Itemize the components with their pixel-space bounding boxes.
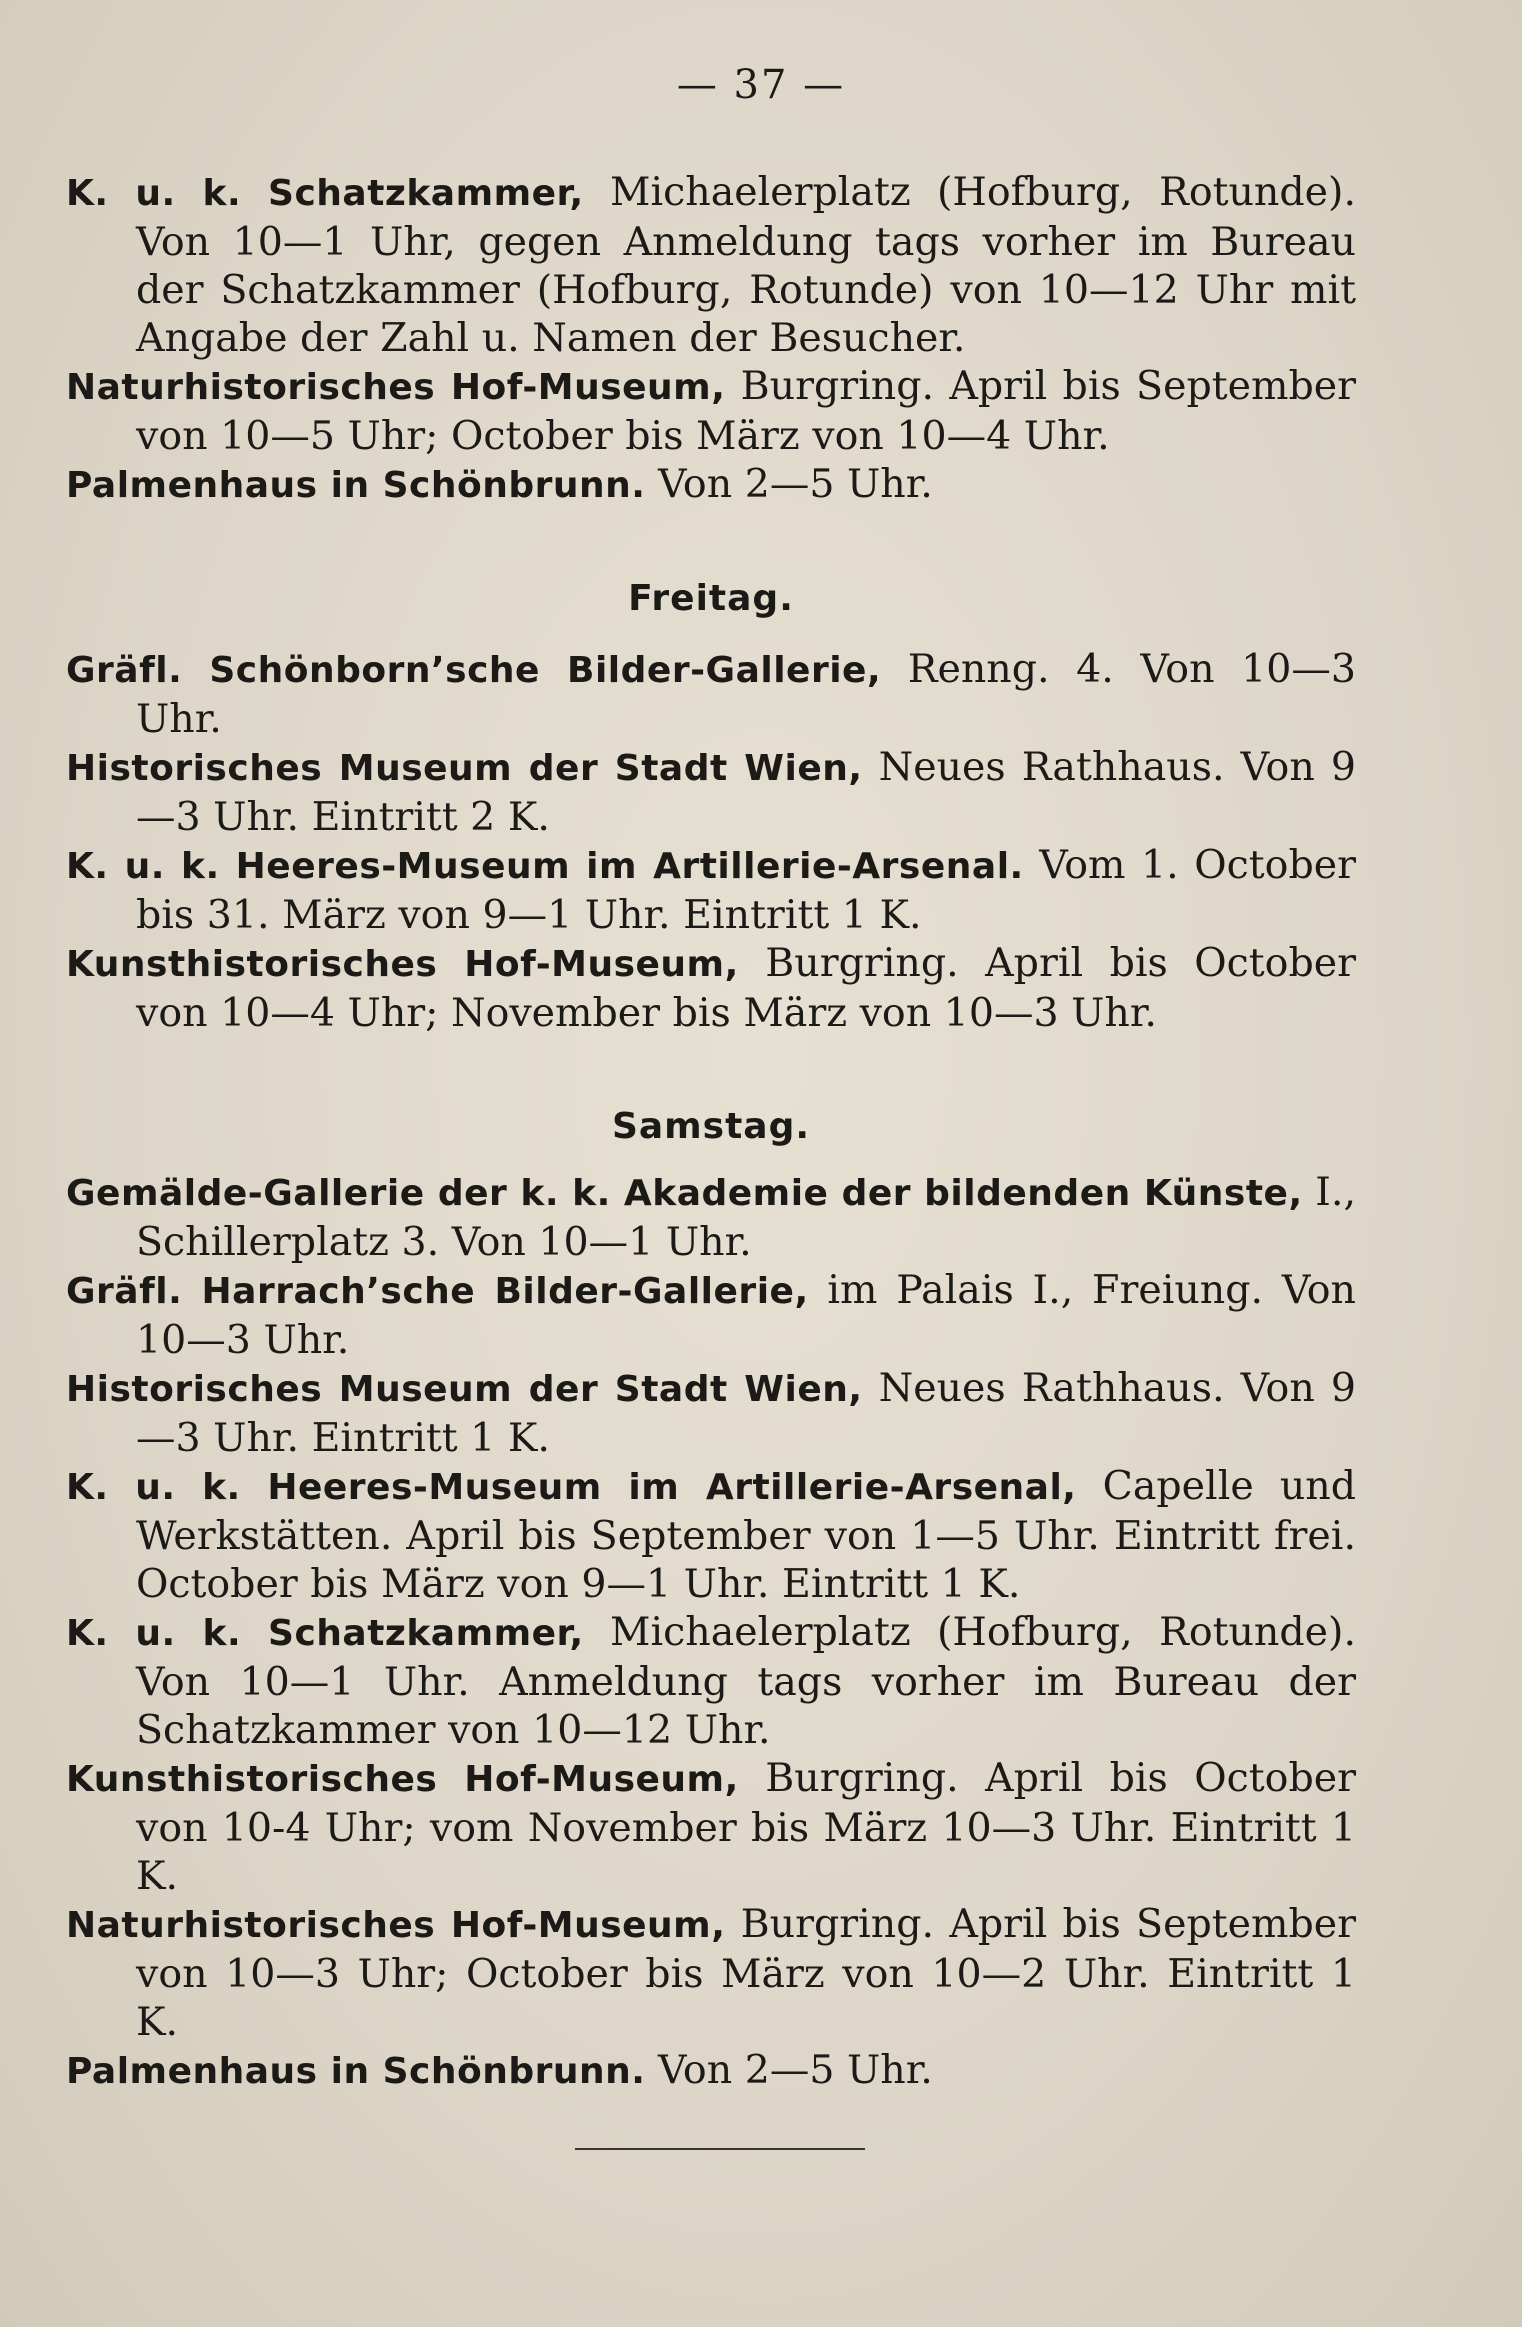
- institution-details: Burgring. April bis September von 10—5 Uhr; October bis März von 10—4 Uhr.: [136, 363, 1356, 459]
- institution-details: I., Schillerplatz 3. Von 10—1 Uhr.: [136, 1169, 1356, 1265]
- section-freitag: [66, 645, 1356, 1037]
- institution-name: Historisches Museum der Stadt Wien,: [66, 1369, 863, 1410]
- institution-name: Palmenhaus in Schönbrunn.: [66, 2051, 646, 2092]
- institution-details: Renng. 4. Von 10—3 Uhr.: [136, 646, 1356, 742]
- institution-details: Burgring. April bis October von 10-4 Uhr; vom November bis März 10—3 Uhr. Eintritt 1 K.: [136, 1755, 1356, 1899]
- institution-name: K. u. k. Heeres-Museum im Artillerie-Arsenal,: [66, 1467, 1077, 1508]
- list-item: [66, 1608, 1356, 1754]
- institution-name: K. u. k. Heeres-Museum im Artillerie-Arsenal.: [66, 846, 1024, 887]
- list-item: [66, 2046, 1356, 2096]
- institution-name: Kunsthistorisches Hof-Museum,: [66, 1759, 739, 1800]
- institution-details: Von 2—5 Uhr.: [645, 461, 933, 507]
- institution-details: Burgring. April bis October von 10—4 Uhr; November bis März von 10—3 Uhr.: [136, 940, 1356, 1036]
- list-item: [66, 841, 1356, 939]
- institution-details: Michaelerplatz (Hofburg, Rotunde). Von 10—1 Uhr. Anmeldung tags vorher im Bureau der Schatzkammer von 10—12 Uhr.: [136, 1609, 1356, 1753]
- institution-details: im Palais I., Freiung. Von 10—3 Uhr.: [136, 1267, 1356, 1363]
- list-item: [66, 460, 1356, 510]
- page-number: — 37 —: [676, 62, 846, 108]
- list-item: [66, 168, 1356, 362]
- institution-details: Vom 1. October bis 31. März von 9—1 Uhr. Eintritt 1 K.: [136, 842, 1356, 938]
- list-item: [66, 1266, 1356, 1364]
- list-item: [66, 743, 1356, 841]
- end-divider: [575, 2148, 865, 2150]
- institution-details: Neues Rathhaus. Von 9—3 Uhr. Eintritt 2 K.: [136, 744, 1356, 840]
- section-continuation: [66, 168, 1356, 510]
- list-item: [66, 1462, 1356, 1608]
- institution-details: Neues Rathhaus. Von 9—3 Uhr. Eintritt 1 K.: [136, 1365, 1356, 1461]
- institution-name: Gemälde-Gallerie der k. k. Akademie der bildenden Künste,: [66, 1173, 1303, 1214]
- institution-name: Historisches Museum der Stadt Wien,: [66, 748, 863, 789]
- day-heading-freitag: Freitag.: [628, 578, 794, 619]
- institution-name: Gräfl. Schönborn’sche Bilder-Gallerie,: [66, 650, 882, 691]
- list-item: [66, 1168, 1356, 1266]
- list-item: [66, 1364, 1356, 1462]
- institution-name: Palmenhaus in Schönbrunn.: [66, 465, 646, 506]
- list-item: [66, 1900, 1356, 2046]
- institution-name: K. u. k. Schatzkammer,: [66, 173, 584, 214]
- institution-name: Gräfl. Harrach’sche Bilder-Gallerie,: [66, 1271, 809, 1312]
- institution-details: Capelle und Werkstätten. April bis September von 1—5 Uhr. Eintritt frei. October bis März von 9—1 Uhr. Eintritt 1 K.: [136, 1463, 1357, 1607]
- list-item: [66, 939, 1356, 1037]
- day-heading-samstag: Samstag.: [611, 1106, 811, 1147]
- institution-details: Burgring. April bis September von 10—3 Uhr; October bis März von 10—2 Uhr. Eintritt 1 K.: [136, 1901, 1356, 2045]
- section-samstag: [66, 1168, 1356, 2096]
- institution-name: Naturhistorisches Hof-Museum,: [66, 367, 726, 408]
- institution-name: Kunsthistorisches Hof-Museum,: [66, 944, 739, 985]
- institution-name: Naturhistorisches Hof-Museum,: [66, 1905, 726, 1946]
- list-item: [66, 362, 1356, 460]
- institution-name: K. u. k. Schatzkammer,: [66, 1613, 584, 1654]
- institution-details: Von 2—5 Uhr.: [645, 2047, 933, 2093]
- institution-details: Michaelerplatz (Hofburg, Rotunde). Von 10—1 Uhr, gegen Anmeldung tags vorher im Bureau der Schatzkammer (Hofburg, Rotunde) von 10—12 Uhr mit Angabe der Zahl u. Namen der Besucher.: [136, 169, 1356, 361]
- list-item: [66, 645, 1356, 743]
- list-item: [66, 1754, 1356, 1900]
